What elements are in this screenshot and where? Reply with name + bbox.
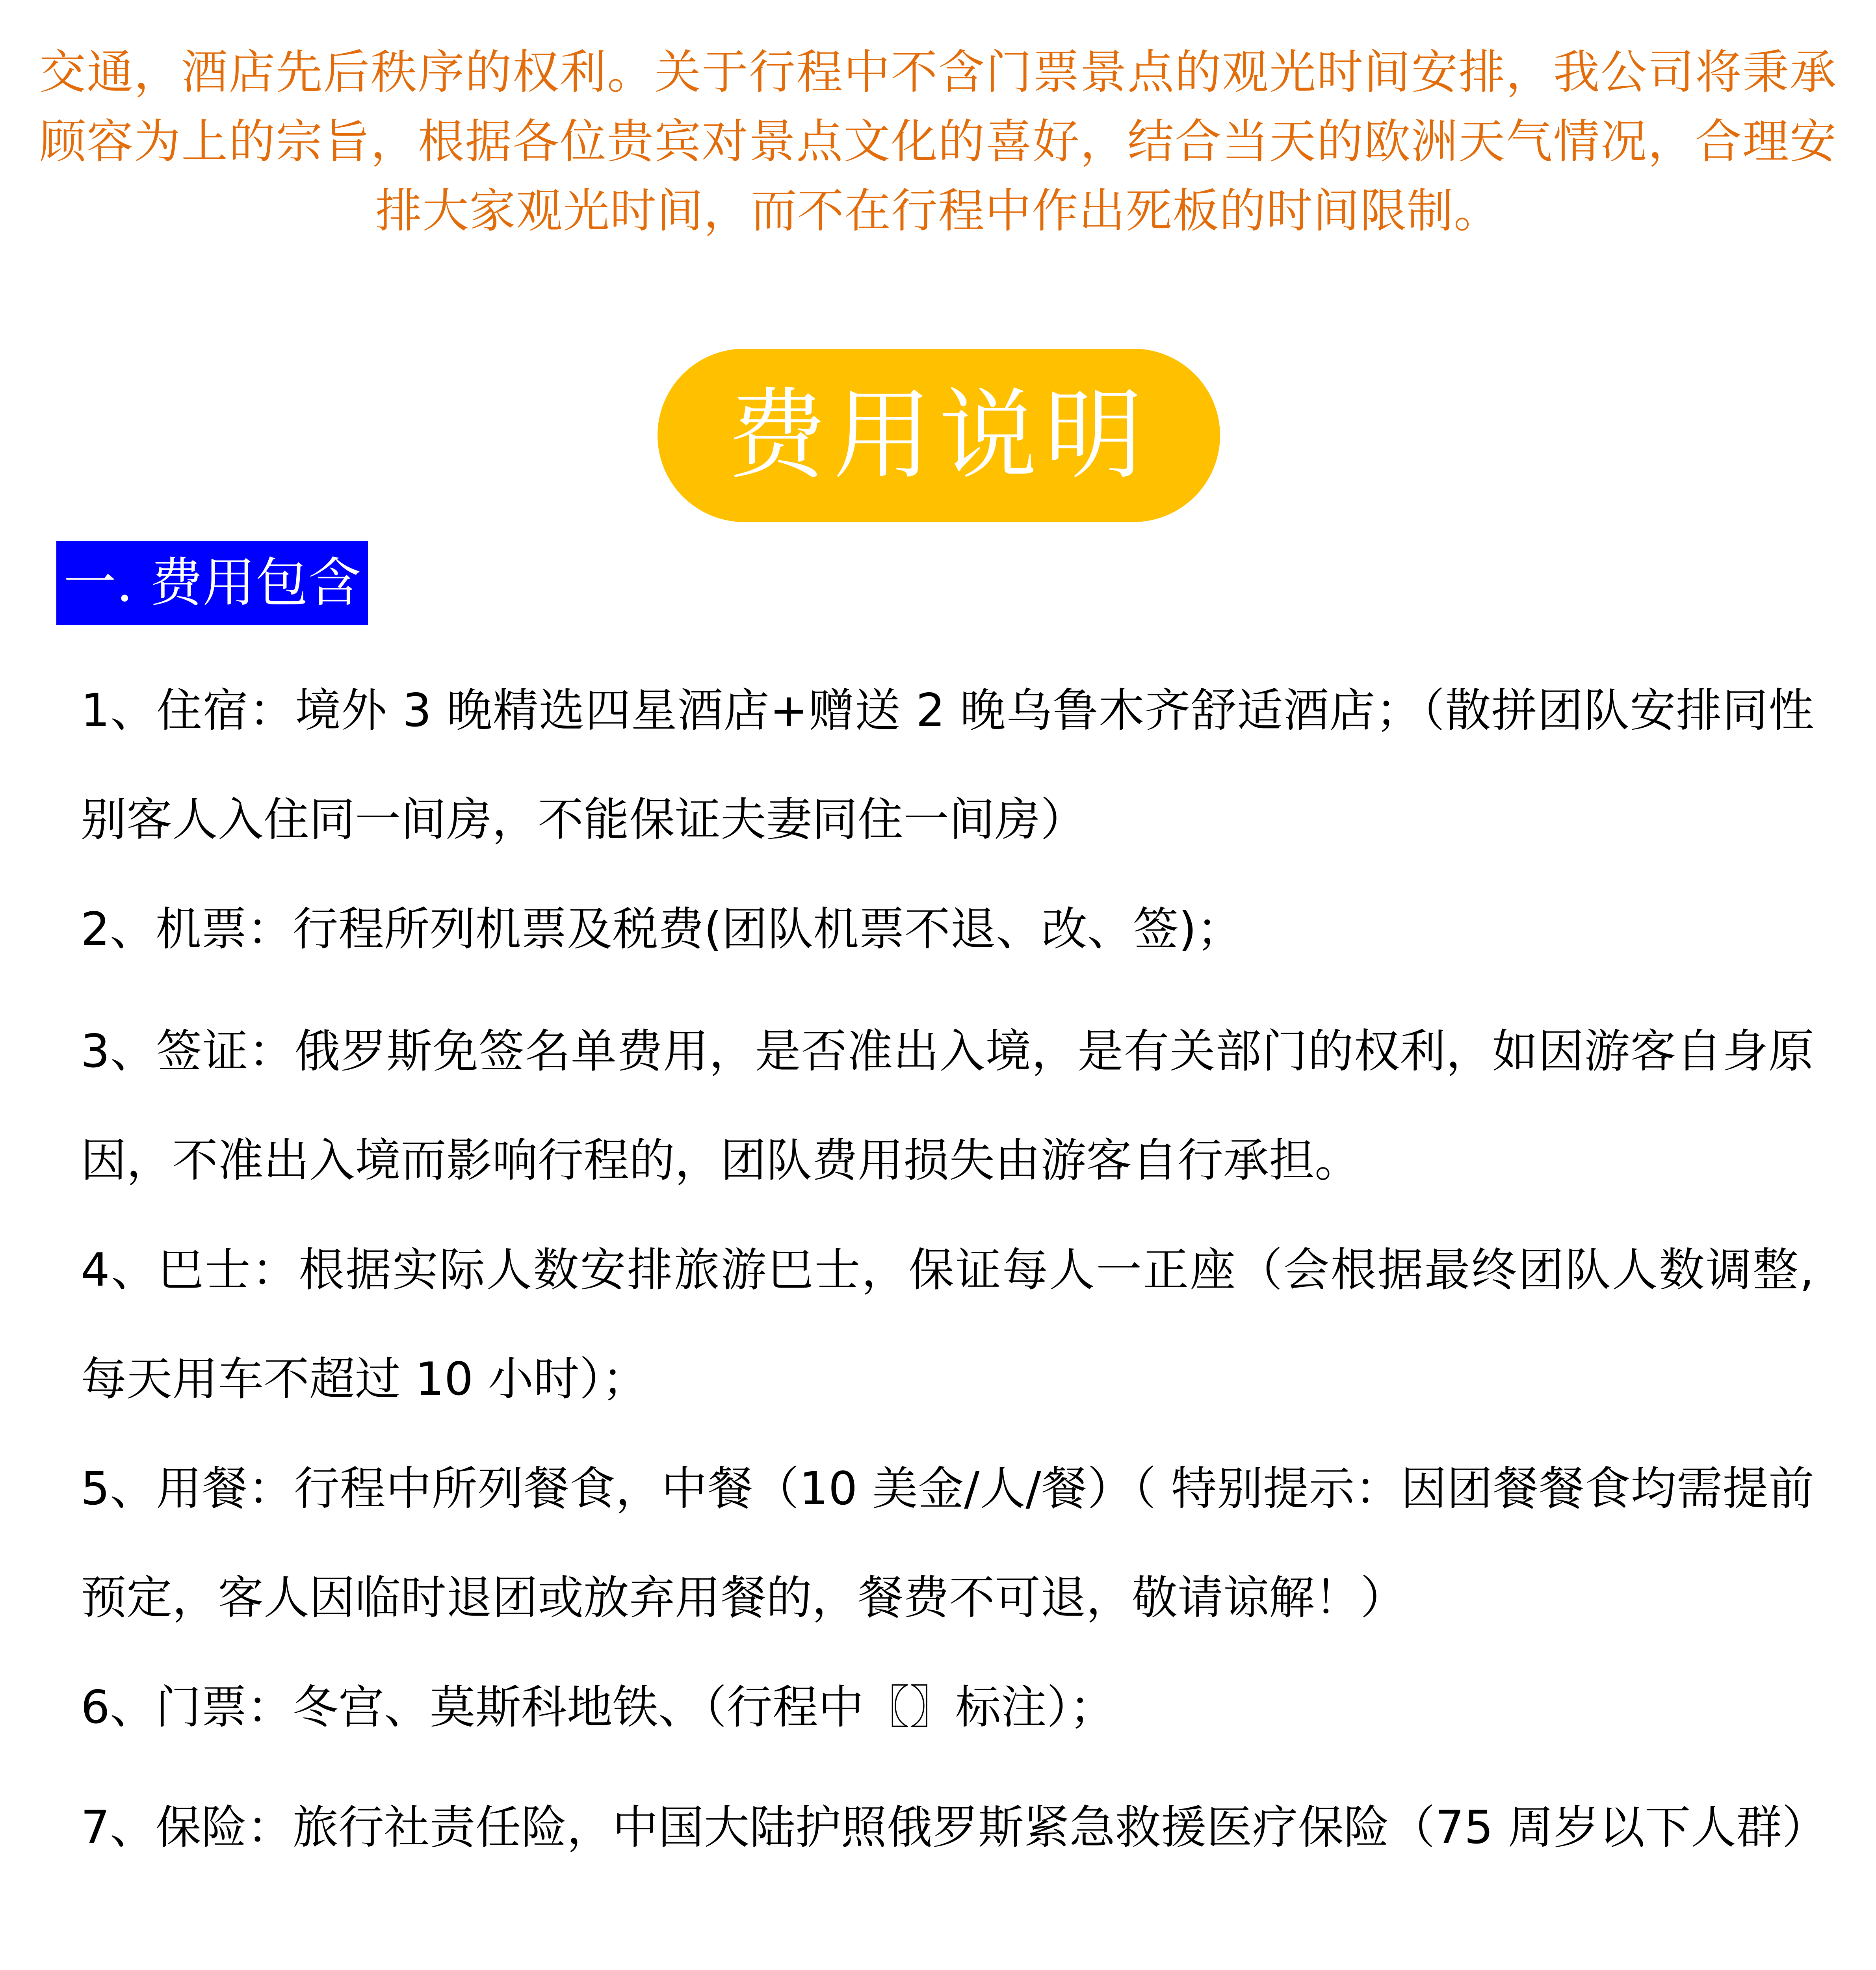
included-item-tickets: 6、门票：冬宫、莫斯科地铁、（行程中〖〗标注）； xyxy=(81,1681,1115,1734)
title-banner xyxy=(658,349,1220,522)
included-item-airfare: 2、机票：行程所列机票及税费(团队机票不退、改、签)； xyxy=(81,903,1243,956)
included-item-meals: 5、用餐：行程中所列餐食，中餐（10 美金/人/餐）（ 特别提示：因团餐餐食均需提前预定，客人因临时退团或放弃用餐的，餐费不可退，敬请谅解！） xyxy=(81,1462,1814,1624)
included-item-visa: 3、签证：俄罗斯免签名单费用，是否准出入境，是有关部门的权利，如因游客自身原因，不准出入境而影响行程的，团队费用损失由游客自行承担。 xyxy=(81,1025,1814,1187)
included-item-insurance: 7、保险：旅行社责任险，中国大陆护照俄罗斯紧急救援医疗保险（75 周岁以下人群） xyxy=(81,1801,1828,1854)
intro-paragraph: 交通，酒店先后秩序的权利。关于行程中不含门票景点的观光时间安排，我公司将秉承顾容为上的宗旨，根据各位贵宾对景点文化的喜好，结合当天的欧洲天气情况，合理安排大家观光时间，而不在行程中作出死板的时间限制。 xyxy=(39,45,1837,238)
page-title: 费用说明 xyxy=(728,378,1150,492)
included-item-accommodation: 1、住宿：境外 3 晚精选四星酒店+赠送 2 晚乌鲁木齐舒适酒店；（散拼团队安排同性别客人入住同一间房，不能保证夫妻同住一间房） xyxy=(81,684,1814,846)
included-item-bus: 4、巴士：根据实际人数安排旅游巴士，保证每人一正座（会根据最终团队人数调整,每天用车不超过 10 小时）； xyxy=(81,1243,1814,1406)
section-heading-included: 一. 费用包含 xyxy=(56,541,368,625)
